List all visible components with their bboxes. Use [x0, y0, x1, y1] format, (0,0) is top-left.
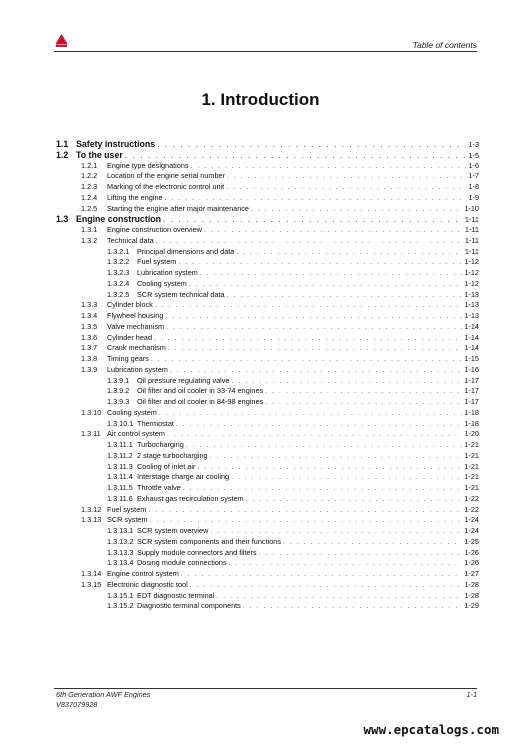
toc-entry[interactable] [56, 386, 479, 397]
toc-dot-leader [204, 225, 463, 236]
toc-dot-leader [151, 354, 462, 365]
toc-entry-page: 1-15 [464, 354, 479, 363]
footer-doc-code: V837079928 [56, 699, 98, 709]
footer-doc-title: 6th Generation AWF Engines [56, 690, 151, 699]
toc-entry[interactable] [56, 182, 479, 193]
toc-entry-title: Fuel system [107, 504, 147, 514]
toc-entry-number: 1.2.1 [81, 160, 98, 170]
toc-entry[interactable] [56, 300, 479, 311]
toc-entry-title: Oil filter and oil cooler in 33-74 engines [137, 386, 264, 396]
toc-entry-number: 1.3.9.1 [107, 375, 130, 385]
toc-entry-number: 1.3.13.3 [107, 547, 134, 557]
toc-entry[interactable] [56, 225, 479, 236]
toc-entry-number: 1.3.2.2 [107, 257, 130, 267]
toc-entry-title: Dosing module connections [137, 558, 227, 568]
toc-entry-number: 1.3.12 [81, 504, 102, 514]
toc-entry-title: Turbocharging [137, 440, 184, 449]
toc-entry-page: 1-18 [464, 407, 479, 417]
toc-entry-page: 1-28 [464, 579, 479, 589]
toc-entry-number: 1.3.3 [81, 300, 98, 310]
toc-entry-title: Technical data [107, 235, 154, 245]
toc-entry-page: 1-11 [464, 215, 479, 225]
toc-entry-number: 1.3.5 [81, 321, 98, 331]
toc-dot-leader [189, 279, 463, 290]
toc-entry-title: Cylinder head [107, 332, 153, 342]
toc-entry[interactable] [56, 247, 479, 258]
toc-dot-leader [210, 451, 463, 462]
toc-entry-title: Diagnostic terminal components [137, 601, 241, 611]
toc-entry-number: 1.3.13 [81, 515, 102, 525]
toc-entry-page: 1-14 [464, 321, 479, 331]
toc-entry[interactable] [56, 440, 479, 451]
toc-entry-page: 1-17 [464, 386, 479, 396]
toc-entry-title: Valve mechanism [107, 321, 165, 331]
toc-entry[interactable] [56, 279, 479, 290]
toc-entry[interactable] [56, 311, 479, 322]
toc-entry-number: 1.3.13.2 [107, 536, 134, 546]
toc-entry[interactable] [56, 526, 479, 537]
toc-entry-number: 1.3.8 [81, 354, 98, 363]
toc-entry-number: 1.2.2 [81, 171, 98, 181]
toc-entry-page: 1-11 [464, 246, 479, 256]
footer-doc-info [56, 690, 150, 709]
toc-entry-title: Electronic diagnostic tool [107, 579, 188, 589]
toc-dot-leader [231, 376, 462, 387]
toc-entry-number: 1.3.11 [81, 429, 101, 439]
toc-dot-leader [163, 214, 463, 225]
toc-entry[interactable] [56, 257, 479, 268]
toc-entry-title: Safety instructions [76, 139, 156, 149]
toc-dot-leader [265, 386, 462, 397]
toc-entry-number: 1.3.2.5 [107, 289, 130, 299]
toc-dot-leader [191, 161, 467, 172]
toc-dot-leader [251, 204, 462, 215]
toc-dot-leader [210, 526, 462, 537]
toc-entry[interactable] [56, 429, 479, 440]
toc-dot-leader [243, 601, 463, 612]
toc-dot-leader [229, 558, 463, 569]
toc-entry-page: 1-26 [464, 547, 479, 557]
toc-entry-title: Lubrication system [137, 268, 198, 277]
toc-entry-page: 1-21 [464, 472, 479, 482]
toc-entry-page: 1-24 [464, 515, 479, 525]
toc-entry-title: Supply module connectors and filters [137, 547, 257, 557]
toc-entry-page: 1-6 [468, 160, 479, 170]
toc-entry-number: 1.3.1 [81, 225, 98, 234]
toc-entry-title: Oil pressure regulating valve [137, 375, 230, 385]
toc-dot-leader [226, 182, 466, 193]
toc-entry[interactable] [56, 537, 479, 548]
toc-dot-leader [227, 290, 463, 301]
toc-entry[interactable] [56, 451, 479, 462]
toc-entry-title: Engine control system [107, 569, 179, 578]
toc-entry-page: 1-26 [464, 558, 479, 568]
toc-entry-title: Lubrication system [107, 364, 168, 374]
header-title: Table of contents [412, 40, 477, 50]
toc-dot-leader [176, 419, 462, 430]
toc-entry-title: Cooling of inlet air [137, 461, 196, 471]
toc-entry-title: Crank mechanism [107, 343, 166, 353]
toc-dot-leader [157, 139, 466, 150]
toc-entry-number: 1.3.2.1 [107, 246, 130, 256]
toc-entry-title: SCR system overview [137, 526, 209, 535]
toc-dot-leader [190, 580, 463, 591]
toc-dot-leader [150, 515, 463, 526]
toc-entry-title: Fuel system [137, 257, 177, 267]
toc-entry-page: 1-13 [464, 311, 479, 320]
toc-entry-title: Lifting the engine [107, 192, 163, 202]
toc-dot-leader [165, 311, 462, 322]
toc-dot-leader [231, 472, 462, 483]
toc-dot-leader [170, 365, 463, 376]
toc-entry[interactable] [56, 408, 479, 419]
toc-entry[interactable] [56, 290, 479, 301]
toc-entry-number: 1.3.9.3 [107, 397, 130, 406]
toc-entry-number: 1.3.4 [81, 311, 98, 320]
toc-entry-title: Cooling system [107, 407, 157, 417]
toc-entry-page: 1-9 [468, 192, 479, 202]
toc-entry[interactable] [56, 236, 479, 247]
toc-entry-title: Starting the engine after major maintenance [107, 203, 249, 213]
toc-dot-leader [186, 440, 463, 451]
toc-entry-number: 1.3.14 [81, 569, 102, 578]
toc-entry-title: Interstage charge air cooling [137, 472, 230, 482]
toc-entry-title: Flywheel housing [107, 311, 164, 320]
toc-dot-leader [178, 257, 462, 268]
toc-entry[interactable] [56, 601, 479, 612]
toc-entry-title: SCR system technical data [137, 289, 225, 299]
toc-entry-page: 1-8 [468, 182, 479, 191]
toc-entry-page: 1-16 [464, 364, 479, 374]
table-of-contents [56, 139, 479, 612]
toc-entry-number: 1.2.3 [81, 182, 98, 191]
toc-entry-title: Thermostat [137, 418, 174, 428]
toc-entry-number: 1.3.2.4 [107, 278, 130, 288]
toc-entry-number: 1.3.15.1 [107, 590, 134, 600]
toc-entry-number: 1.3.9 [81, 364, 98, 374]
toc-dot-leader [159, 408, 463, 419]
toc-entry-page: 1-10 [464, 203, 479, 213]
toc-dot-leader [148, 505, 462, 516]
toc-dot-leader [181, 569, 463, 580]
toc-dot-leader [165, 193, 467, 204]
toc-dot-leader [259, 548, 463, 559]
toc-entry[interactable] [56, 268, 479, 279]
toc-entry[interactable] [56, 139, 479, 150]
toc-entry-page: 1-20 [464, 429, 479, 439]
toc-dot-leader [227, 171, 466, 182]
toc-entry[interactable] [56, 204, 479, 215]
toc-entry-page: 1-17 [464, 375, 479, 385]
toc-dot-leader [125, 150, 467, 161]
toc-entry[interactable] [56, 343, 479, 354]
toc-entry-page: 1-14 [464, 332, 479, 342]
toc-entry-number: 1.3.10.1 [107, 418, 134, 428]
toc-entry-title: Air control system [107, 429, 165, 439]
toc-entry-number: 1.3.11.4 [107, 472, 133, 482]
toc-entry[interactable] [56, 322, 479, 333]
toc-entry-title: Oil filter and oil cooler in 84-98 engines [137, 397, 264, 406]
toc-entry-number: 1.3.10 [81, 407, 102, 417]
toc-entry-page: 1-25 [464, 536, 479, 546]
toc-entry-title: Engine construction overview [107, 225, 202, 234]
toc-dot-leader [154, 333, 462, 344]
toc-entry-page: 1-24 [464, 526, 479, 535]
toc-entry-page: 1-21 [464, 483, 479, 492]
toc-entry-number: 1.2.5 [81, 203, 98, 213]
toc-entry[interactable] [56, 580, 479, 591]
toc-entry[interactable] [56, 483, 479, 494]
toc-entry[interactable] [56, 193, 479, 204]
toc-entry-number: 1.3.15 [81, 579, 102, 589]
toc-entry-number: 1.3.11.3 [107, 461, 133, 471]
toc-entry-title: SCR system components and their functions [137, 536, 281, 546]
toc-dot-leader [216, 591, 462, 602]
toc-entry[interactable] [56, 591, 479, 602]
toc-entry[interactable] [56, 558, 479, 569]
toc-entry-number: 1.3.13.4 [107, 558, 134, 568]
toc-entry-title: Throttle valve [137, 483, 181, 492]
toc-entry-number: 1.3.7 [81, 343, 98, 353]
toc-entry-page: 1-21 [464, 450, 479, 460]
toc-entry-page: 1-18 [464, 418, 479, 428]
toc-entry[interactable] [56, 515, 479, 526]
toc-entry[interactable] [56, 472, 479, 483]
toc-entry-number: 1.3 [56, 214, 69, 225]
toc-entry-page: 1-17 [464, 397, 479, 406]
toc-entry-number: 1.3.11.6 [107, 493, 133, 503]
chapter-title: 1. Introduction [201, 90, 320, 109]
toc-entry[interactable] [56, 419, 479, 430]
toc-dot-leader [168, 343, 463, 354]
toc-entry-title: EDT diagnostic terminal [137, 590, 215, 600]
toc-entry-title: SCR system [107, 515, 148, 525]
toc-dot-leader [167, 429, 462, 440]
toc-dot-leader [166, 322, 462, 333]
toc-dot-leader [155, 300, 463, 311]
toc-entry[interactable] [56, 569, 479, 580]
toc-entry-number: 1.3.6 [81, 332, 98, 342]
toc-entry[interactable] [56, 161, 479, 172]
toc-entry-page: 1-11 [464, 235, 479, 245]
toc-entry-page: 1-28 [464, 590, 479, 600]
toc-dot-leader [265, 397, 462, 408]
toc-entry-number: 1.2.4 [81, 192, 98, 202]
toc-dot-leader [236, 247, 463, 258]
toc-entry-number: 1.3.15.2 [107, 601, 134, 611]
toc-entry[interactable] [56, 365, 479, 376]
toc-entry[interactable] [56, 214, 479, 225]
watermark-link[interactable]: www.epcatalogs.com [363, 722, 499, 737]
toc-entry[interactable] [56, 150, 479, 161]
toc-entry-number: 1.3.2 [81, 235, 98, 245]
toc-entry[interactable] [56, 354, 479, 365]
toc-entry-page: 1-22 [464, 504, 479, 514]
toc-entry-page: 1-11 [464, 225, 479, 234]
toc-dot-leader [200, 268, 463, 279]
toc-entry-title: Engine construction [76, 214, 162, 225]
toc-entry-page: 1-21 [464, 440, 479, 449]
toc-entry[interactable] [56, 397, 479, 408]
toc-entry-page: 1-12 [464, 268, 479, 277]
toc-entry-title: Marking of the electronic control unit [107, 182, 225, 191]
toc-entry-page: 1-22 [464, 493, 479, 503]
agco-power-logo-icon [54, 33, 69, 48]
toc-entry-title: 2 stage turbocharging [137, 450, 208, 460]
toc-entry[interactable] [56, 376, 479, 387]
toc-entry-number: 1.3.9.2 [107, 386, 130, 396]
toc-entry-title: Location of the engine serial number [107, 171, 226, 181]
toc-entry[interactable] [56, 548, 479, 559]
toc-dot-leader [156, 236, 463, 247]
toc-entry-page: 1-5 [468, 150, 479, 160]
toc-entry-number: 1.2 [56, 149, 69, 160]
toc-entry-number: 1.3.11.2 [107, 450, 133, 460]
toc-entry[interactable] [56, 171, 479, 182]
toc-dot-leader [246, 494, 463, 505]
toc-entry-number: 1.3.13.1 [107, 526, 134, 535]
toc-entry-number: 1.3.2.3 [107, 268, 130, 277]
toc-entry-page: 1-27 [464, 569, 479, 578]
toc-dot-leader [183, 483, 463, 494]
toc-entry-title: Exhaust gas recirculation system [137, 493, 244, 503]
toc-entry[interactable] [56, 494, 479, 505]
toc-entry-page: 1-12 [464, 278, 479, 288]
toc-entry-page: 1-29 [464, 601, 479, 611]
header-divider [54, 51, 477, 52]
toc-entry[interactable] [56, 505, 479, 516]
toc-entry-number: 1.1 [56, 139, 69, 149]
toc-dot-leader [283, 537, 462, 548]
toc-entry-page: 1-3 [468, 140, 479, 149]
toc-entry-title: To the user [76, 149, 123, 160]
toc-entry-number: 1.3.11.1 [107, 440, 133, 449]
toc-entry-title: Principal dimensions and data [137, 246, 235, 256]
toc-entry-title: Cooling system [137, 278, 187, 288]
toc-entry-page: 1-13 [464, 300, 479, 310]
toc-entry[interactable] [56, 333, 479, 344]
toc-entry-page: 1-7 [468, 171, 479, 181]
toc-dot-leader [197, 462, 462, 473]
toc-entry[interactable] [56, 462, 479, 473]
footer-page-number: 1-1 [466, 690, 477, 699]
toc-entry-title: Timing gears [107, 354, 149, 363]
toc-entry-page: 1-14 [464, 343, 479, 353]
toc-entry-page: 1-21 [464, 461, 479, 471]
toc-entry-title: Cylinder block [107, 300, 153, 310]
toc-entry-title: Engine type designations [107, 160, 189, 170]
toc-entry-number: 1.3.11.5 [107, 483, 133, 492]
footer-divider [54, 688, 477, 689]
toc-entry-page: 1-12 [464, 257, 479, 267]
toc-entry-page: 1-13 [464, 289, 479, 299]
